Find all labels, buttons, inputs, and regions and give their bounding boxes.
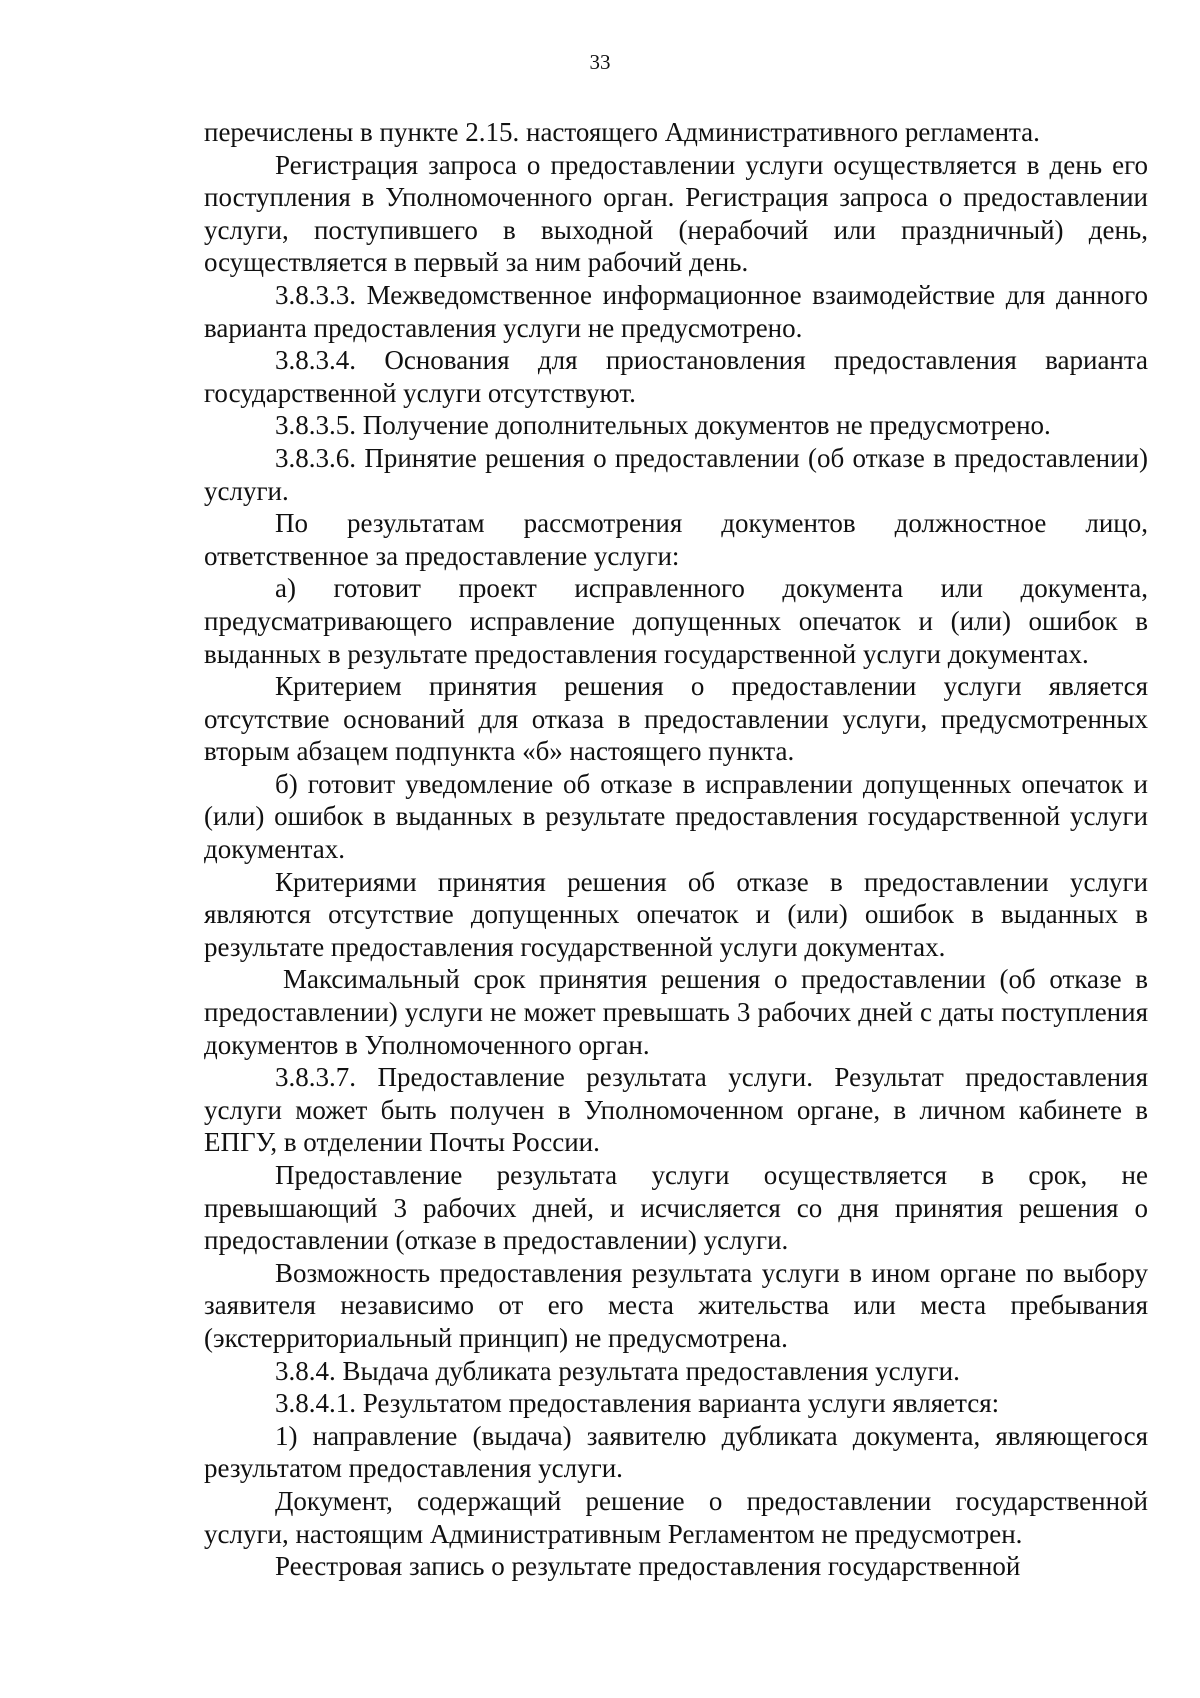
paragraph-item-1: 1) направление (выдача) заявителю дубликата документа, являющегося результатом предоставления услуги. xyxy=(204,1420,1148,1484)
paragraph-criterion-grant: Критерием принятия решения о предоставлении услуги является отсутствие оснований для отказа в предоставлении услуги, предусмотренных вторым абзацем подпункта «б» настоящего пункта. xyxy=(204,671,1148,767)
paragraph-criteria-refusal: Критериями принятия решения об отказе в предоставлении услуги являются отсутствие допущенных опечаток и (или) ошибок в выданных в результате предоставления государственной услуги документах. xyxy=(204,866,1148,962)
page-number: 33 xyxy=(589,50,611,74)
paragraph-max-term: Максимальный срок принятия решения о предоставлении (об отказе в предоставлении) услуги не может превышать 3 рабочих дней с даты поступления документов в Уполномоченного орган. xyxy=(204,964,1148,1060)
paragraph-continuation: перечислены в пункте 2.15. настоящего Административного регламента. xyxy=(204,117,1040,147)
paragraph-item-b: б) готовит уведомление об отказе в исправлении допущенных опечаток и (или) ошибок в выданных в результате предоставления государственной услуги документах. xyxy=(204,768,1148,865)
paragraph-registry-record: Реестровая запись о результате предоставления государственной xyxy=(275,1551,1021,1582)
paragraph-3-8-4-1: 3.8.4.1. Результатом предоставления варианта услуги является: xyxy=(275,1388,1000,1419)
paragraph-item-a: а) готовит проект исправленного документа или документа, предусматривающего исправление допущенных опечаток и (или) ошибок в выданных в результате предоставления государственной услуги документах. xyxy=(204,573,1148,669)
paragraph-3-8-3-7: 3.8.3.7. Предоставление результата услуги. Результат предоставления услуги может быть получен в Уполномоченном органе, в личном кабинете в ЕПГУ, в отделении Почты России. xyxy=(204,1062,1148,1158)
paragraph-3-8-3-3: 3.8.3.3. Межведомственное информационное взаимодействие для данного варианта предоставления услуги не предусмотрено. xyxy=(204,279,1148,343)
paragraph-result-term: Предоставление результата услуги осуществляется в срок, не превышающий 3 рабочих дней, и исчисляется со дня принятия решения о предоставлении (отказе в предоставлении) услуги. xyxy=(204,1160,1148,1256)
paragraph-document-decision: Документ, содержащий решение о предоставлении государственной услуги, настоящим Административным Регламентом не предусмотрен. xyxy=(204,1485,1148,1549)
paragraph-3-8-3-4: 3.8.3.4. Основания для приостановления предоставления варианта государственной услуги отсутствуют. xyxy=(204,345,1148,408)
paragraph-3-8-3-6: 3.8.3.6. Принятие решения о предоставлении (об отказе в предоставлении) услуги. xyxy=(204,442,1148,506)
document-body xyxy=(204,116,1148,1583)
paragraph-review-results: По результатам рассмотрения документов должностное лицо, ответственное за предоставление услуги: xyxy=(204,508,1148,571)
paragraph-3-8-4: 3.8.4. Выдача дубликата результата предоставления услуги. xyxy=(275,1355,960,1386)
paragraph-3-8-3-5: 3.8.3.5. Получение дополнительных документов не предусмотрено. xyxy=(275,410,1051,441)
paragraph-extraterritorial: Возможность предоставления результата услуги в ином органе по выбору заявителя независимо от его места жительства или места пребывания (экстерриториальный принцип) не предусмотрена. xyxy=(204,1257,1148,1353)
paragraph-registration: Регистрация запроса о предоставлении услуги осуществляется в день его поступления в Уполномоченного орган. Регистрация запроса о предоставлении услуги, поступившего в выходной (нерабочий или праздничный) день, осуществляется в первый за ним рабочий день. xyxy=(204,149,1148,278)
